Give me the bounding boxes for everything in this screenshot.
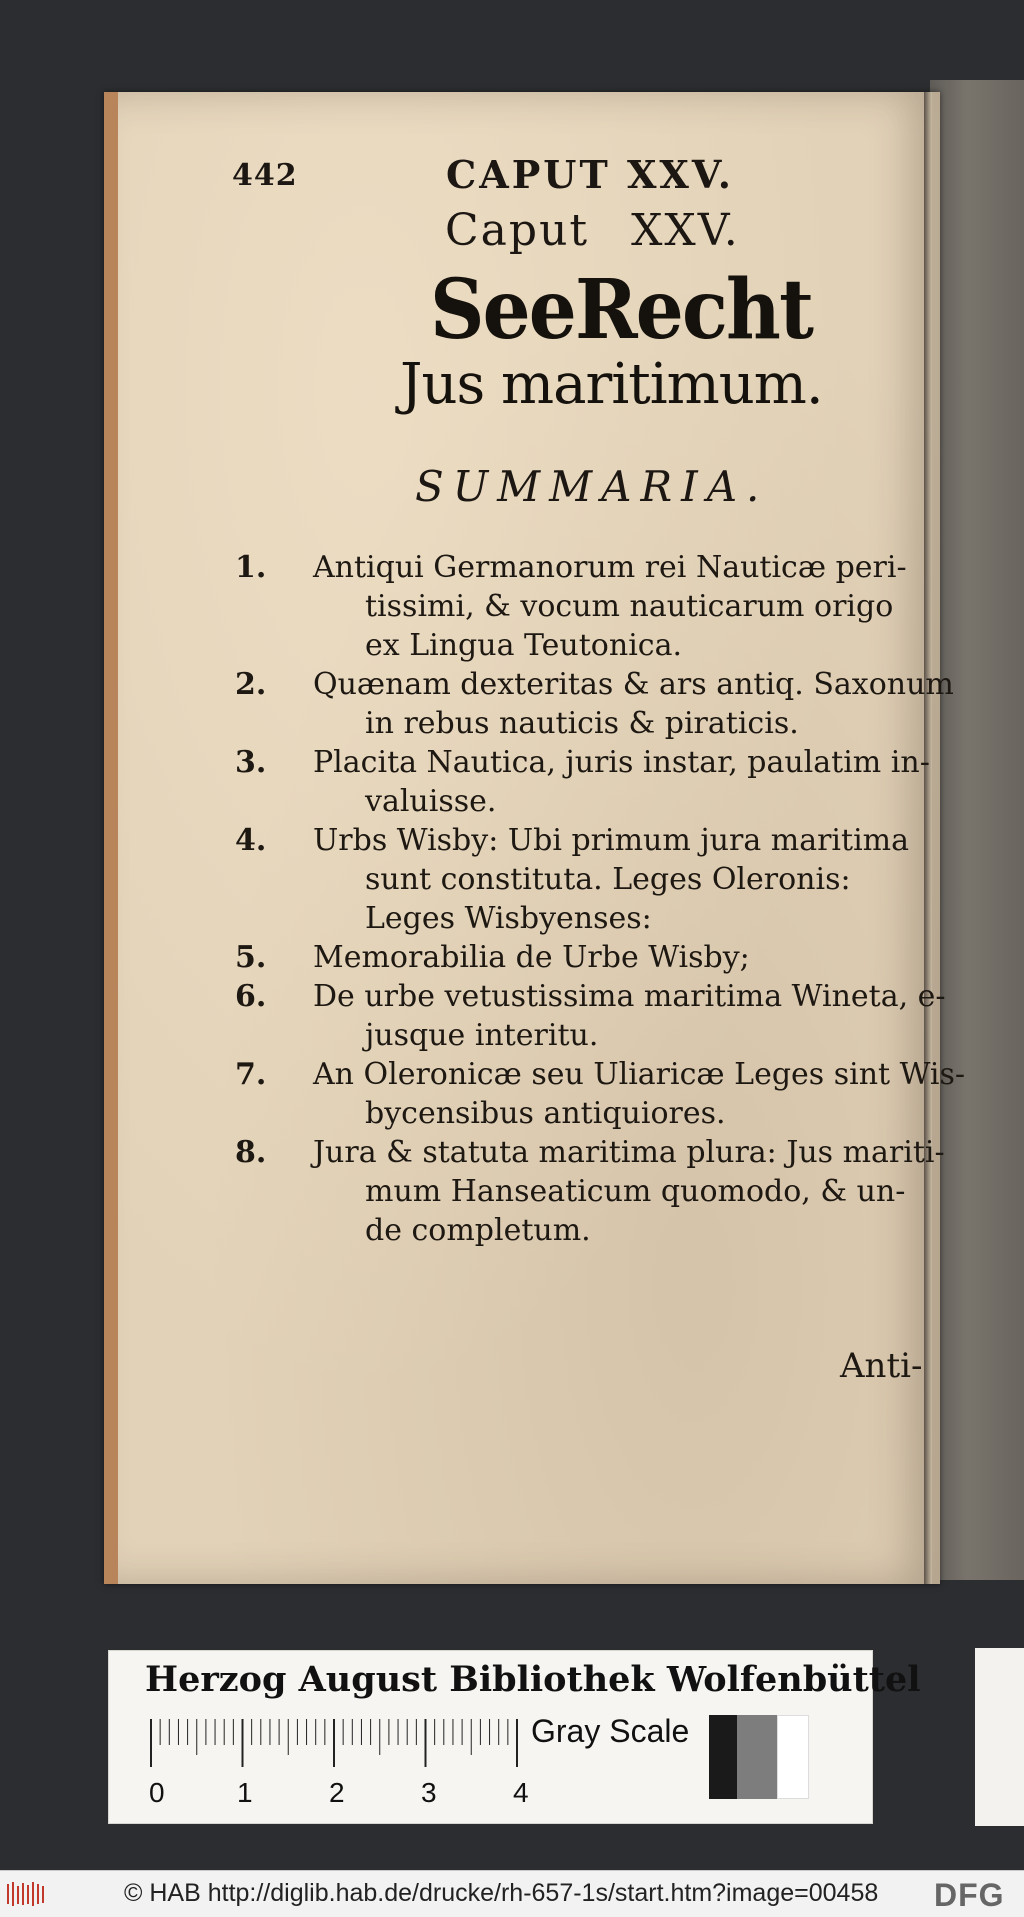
footer-link[interactable]: © HAB http://diglib.hab.de/drucke/rh-657-1s/start.htm?image=00458 [124, 1879, 879, 1907]
entry-number: 5. [235, 940, 267, 975]
blackletter-title: SeeRecht [430, 262, 813, 358]
running-head: CAPUT XXV. [446, 152, 734, 197]
ruler-number: 3 [421, 1777, 437, 1808]
ruler-numbers [139, 1777, 539, 1811]
swatch-white [777, 1715, 809, 1799]
summary-entry [235, 665, 954, 743]
adjacent-page-edge [930, 80, 1024, 1580]
entry-number: 4. [235, 823, 267, 858]
dfg-logo: DFG [934, 1877, 1005, 1913]
swatch-gray [737, 1715, 777, 1799]
ruler-number: 0 [149, 1777, 165, 1808]
gray-scale-label: Gray Scale [531, 1713, 690, 1749]
summary-list [235, 548, 966, 1250]
summary-entry [235, 977, 946, 1055]
barcode-logo-icon [6, 1881, 46, 1907]
entry-line: De urbe vetustissima maritima Wineta, e- [313, 979, 946, 1014]
latin-subtitle: Jus maritimum. [400, 352, 823, 417]
entry-number: 3. [235, 745, 267, 780]
summary-entry [235, 938, 935, 977]
entry-line: mum Hanseaticum quomodo, & un- [365, 1174, 906, 1209]
entry-line: Urbs Wisby: Ubi primum jura maritima [313, 823, 910, 858]
entry-number: 1. [235, 550, 267, 585]
ruler-number: 4 [513, 1777, 529, 1808]
entry-line: Placita Nautica, juris instar, paulatim in- [313, 745, 930, 780]
archive-color-card [108, 1650, 921, 1824]
entry-line: valuisse. [365, 784, 497, 819]
entry-number: 2. [235, 667, 267, 702]
catchword: Anti- [840, 1346, 923, 1386]
summary-entry [235, 548, 935, 665]
chapter-label: Caput [445, 205, 590, 256]
entry-line: Leges Wisbyenses: [365, 901, 652, 936]
entry-line: An Oleronicæ seu Uliaricæ Leges sint Wis- [313, 1057, 966, 1092]
library-name: Herzog August Bibliothek Wolfenbüttel [145, 1659, 921, 1700]
entry-number: 8. [235, 1135, 267, 1170]
ruler-number: 2 [329, 1777, 345, 1808]
summaria-heading: SUMMARIA. [415, 462, 769, 511]
entry-line: tissimi, & vocum nauticarum origo [365, 589, 894, 624]
swatch-black [709, 1715, 737, 1799]
entry-line: Antiqui Germanorum rei Nauticæ peri- [313, 550, 907, 585]
entry-line: Jura & statuta maritima plura: Jus mariti- [313, 1135, 945, 1170]
entry-line: Quænam dexteritas & ars antiq. Saxonum [313, 667, 954, 702]
chapter-heading [445, 205, 740, 256]
summary-entry [235, 743, 935, 821]
ruler-number: 1 [237, 1777, 253, 1808]
summary-entry [235, 821, 935, 938]
entry-number: 7. [235, 1057, 267, 1092]
entry-line: bycensibus antiquiores. [365, 1096, 726, 1131]
entry-number: 6. [235, 979, 267, 1014]
entry-line: in rebus nauticis & piraticis. [365, 706, 799, 741]
entry-line: ex Lingua Teutonica. [365, 628, 683, 663]
entry-line: jusque interitu. [365, 1018, 599, 1053]
summary-entry [235, 1055, 966, 1133]
summary-entry [235, 1133, 945, 1250]
page-number: 442 [232, 158, 298, 193]
footer-bar [0, 1870, 1024, 1917]
adjacent-card-edge [975, 1648, 1024, 1826]
ruler-scale [149, 1713, 519, 1773]
entry-line: sunt constituta. Leges Oleronis: [365, 862, 851, 897]
chapter-number: XXV. [631, 205, 740, 256]
entry-line: Memorabilia de Urbe Wisby; [313, 940, 750, 975]
entry-line: de completum. [365, 1213, 591, 1248]
